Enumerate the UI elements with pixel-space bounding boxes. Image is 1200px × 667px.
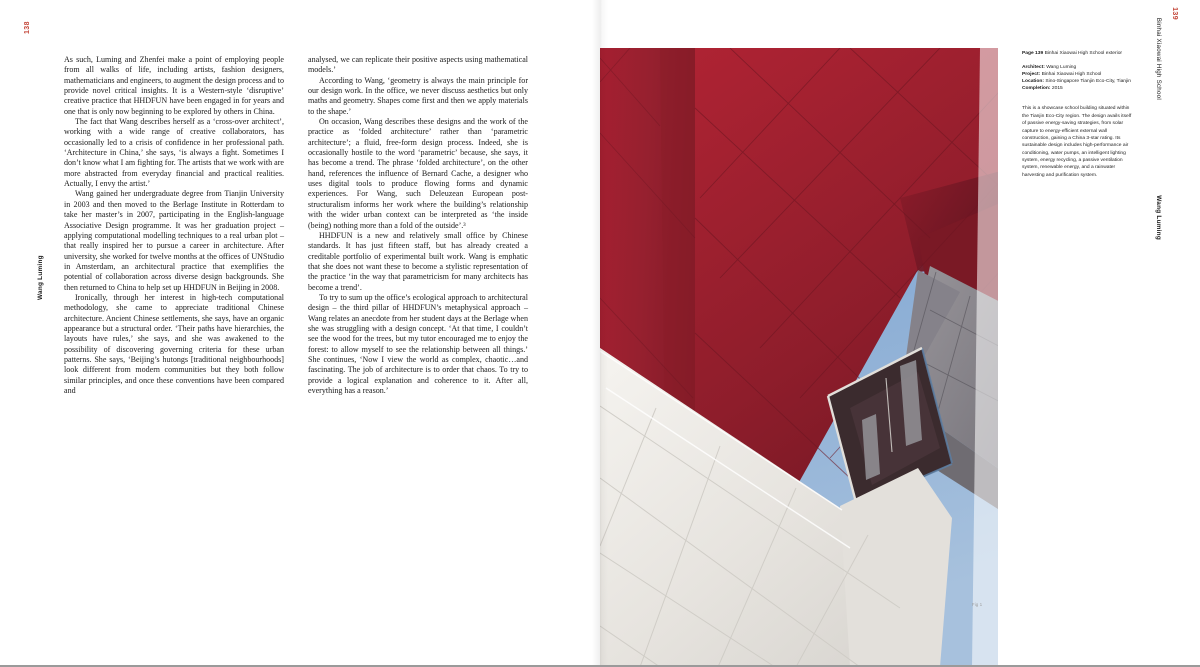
caption-page-reference	[1022, 50, 1132, 57]
caption-page-label: Page 139	[1022, 51, 1044, 56]
paragraph: As such, Luming and Zhenfei make a point of employing people from all walks of life, including artists, fashion designers, mathematicians and engineers, to augment the design process and to provide novel critical insights. It is a Western-style ‘disruptive’ creative practice that HHDFUN have been engaged in for years and one that is only now beginning to be explored by others in China.	[64, 55, 284, 116]
credit-completion-value: 2015	[1051, 86, 1063, 92]
photo-credit: Fig 1	[972, 602, 983, 607]
folio-verso: 138	[24, 21, 31, 34]
paragraph: On occasion, Wang describes these designs and the work of the practice as ‘folded architecture’ rather than ‘parametric architecture’; a fluid, free-form design process. Indeed, she is occasionally hostile to the word ‘parametric’ because, she says, it has become a trend. The phrase ‘folded architecture’, on the other hand, references the influence of Bernard Cache, a designer who uses digital tools to produce flowing forms and dynamic experiences. For Wang, such Deleuzean European post-structuralism informs her work where the building’s relationship with the wider urban context can be interpreted as ‘the inside (being) nothing more than a fold of the outside’.³	[308, 117, 528, 230]
caption-credits	[1022, 57, 1132, 92]
credit-project	[1022, 71, 1132, 78]
paragraph: According to Wang, ‘geometry is always the main principle for our design work. In the office, we never discuss aesthetics but only maths and geometry. Shapes come first and then we apply materials to the shape.’	[308, 75, 528, 116]
folio-recto: 139	[1171, 7, 1178, 20]
paragraph: To try to sum up the office’s ecological approach to architectural design – the third pillar of HHDFUN’s metaphysical approach – Wang relates an anecdote from her student days at the Berlage when she was struggling with a design concept. ‘At that time, I couldn’t see the wood for the trees, but my tutor encouraged me to enjoy the forest: to allow myself to see the relationship between all things.’ She continues, ‘Now I view the world as complex, chaotic…and fascinating. The job of architecture is to order that chaos. To try to provide a logical explanation and coherence to it. After all, everything has a reason.’	[308, 292, 528, 395]
credit-location-value: Sino-Singapore Tianjin Eco-City, Tianjin	[1045, 79, 1131, 85]
body-column-two	[308, 55, 528, 396]
body-column-one	[64, 55, 284, 396]
paragraph: The fact that Wang describes herself as a ‘cross-over architect’, working with a wide range of creative collaborators, has occasionally led to a crisis of confidence in her professional path. ‘Architecture in China,’ she says, ‘is always a fight. Sometimes I don’t know what I am fighting for. The artists that we work with are more abstracted from everyday financial and practical realities. Actually, I envy the artist.’	[64, 117, 284, 189]
caption-spacer	[1022, 57, 1132, 64]
credit-architect	[1022, 64, 1132, 71]
running-head-verso: Wang Luming	[37, 255, 44, 300]
paragraph: analysed, we can replicate their positive aspects using mathematical models.’	[308, 55, 528, 75]
credit-location	[1022, 78, 1132, 85]
paragraph: HHDFUN is a new and relatively small office by Chinese standards. It has just fifteen staff, but has already created a creditable portfolio of experimental built work. Wang is emphatic that she does not want these to become a stylistic representation of the practice ‘in the way that parametricism for many architects has become a trend’.	[308, 230, 528, 292]
running-head-recto-architect: Wang Luming	[1155, 195, 1162, 240]
paragraph: Wang gained her undergraduate degree from Tianjin University in 2003 and then moved to the Berlage Institute in Rotterdam to take her master’s in 2007, participating in the English-language Associative Design programme. It was her graduation project – applying computational modelling techniques to a real urban plot – that really inspired her to pursue a career in architecture. After university, she worked for twelve months at the offices of UNStudio in Amsterdam, an architectural practice that exemplifies the potential of collaboration across diverse design backgrounds. She then returned to China to help set up HHDFUN in Beijing in 2008.	[64, 189, 284, 292]
credit-completion-label: Completion:	[1022, 86, 1051, 92]
credit-project-value: Binhai Xiaowai High School	[1041, 72, 1102, 78]
caption-page-text: Binhai Xiaowai High School exterior	[1044, 51, 1123, 56]
credit-architect-label: Architect:	[1022, 65, 1045, 71]
credit-project-label: Project:	[1022, 72, 1041, 78]
running-head-recto-project: Binhai Xiaowai High School	[1155, 17, 1162, 100]
credit-architect-value: Wang Luming	[1046, 65, 1077, 71]
credit-location-label: Location:	[1022, 79, 1045, 85]
recto-page	[600, 0, 1200, 667]
caption-block	[1022, 50, 1132, 184]
building-photograph	[600, 48, 1012, 667]
photograph-artwork	[600, 48, 1012, 667]
paragraph: Ironically, through her interest in high-tech computational methodology, she came to appreciate traditional Chinese architecture. Ancient Chinese settlements, she says, have an organic appearance but a structural order. ‘Their paths have hierarchies, the layouts have rules,’ she says, and she was awakened to the possibility of discovering governing criteria for these urban patterns. She says, ‘Beijing’s hutongs [traditional neighbourhoods] look different from modern communities but they both follow similar principles, and once these conventions have been compared and	[64, 292, 284, 395]
caption-description: This is a showcase school building situated within the Tianjin Eco-City region. The design avails itself of passive energy-saving strategies, from solar capture to energy-efficient external wall construction, gaining a China 3-star rating. Its sustainable design includes high-performance air conditioning, water pumps, an intelligent lighting system, energy recycling, a passive ventilation system, renewable energy, and a rainwater harvesting and purification system.	[1022, 106, 1132, 178]
credit-completion	[1022, 85, 1132, 92]
